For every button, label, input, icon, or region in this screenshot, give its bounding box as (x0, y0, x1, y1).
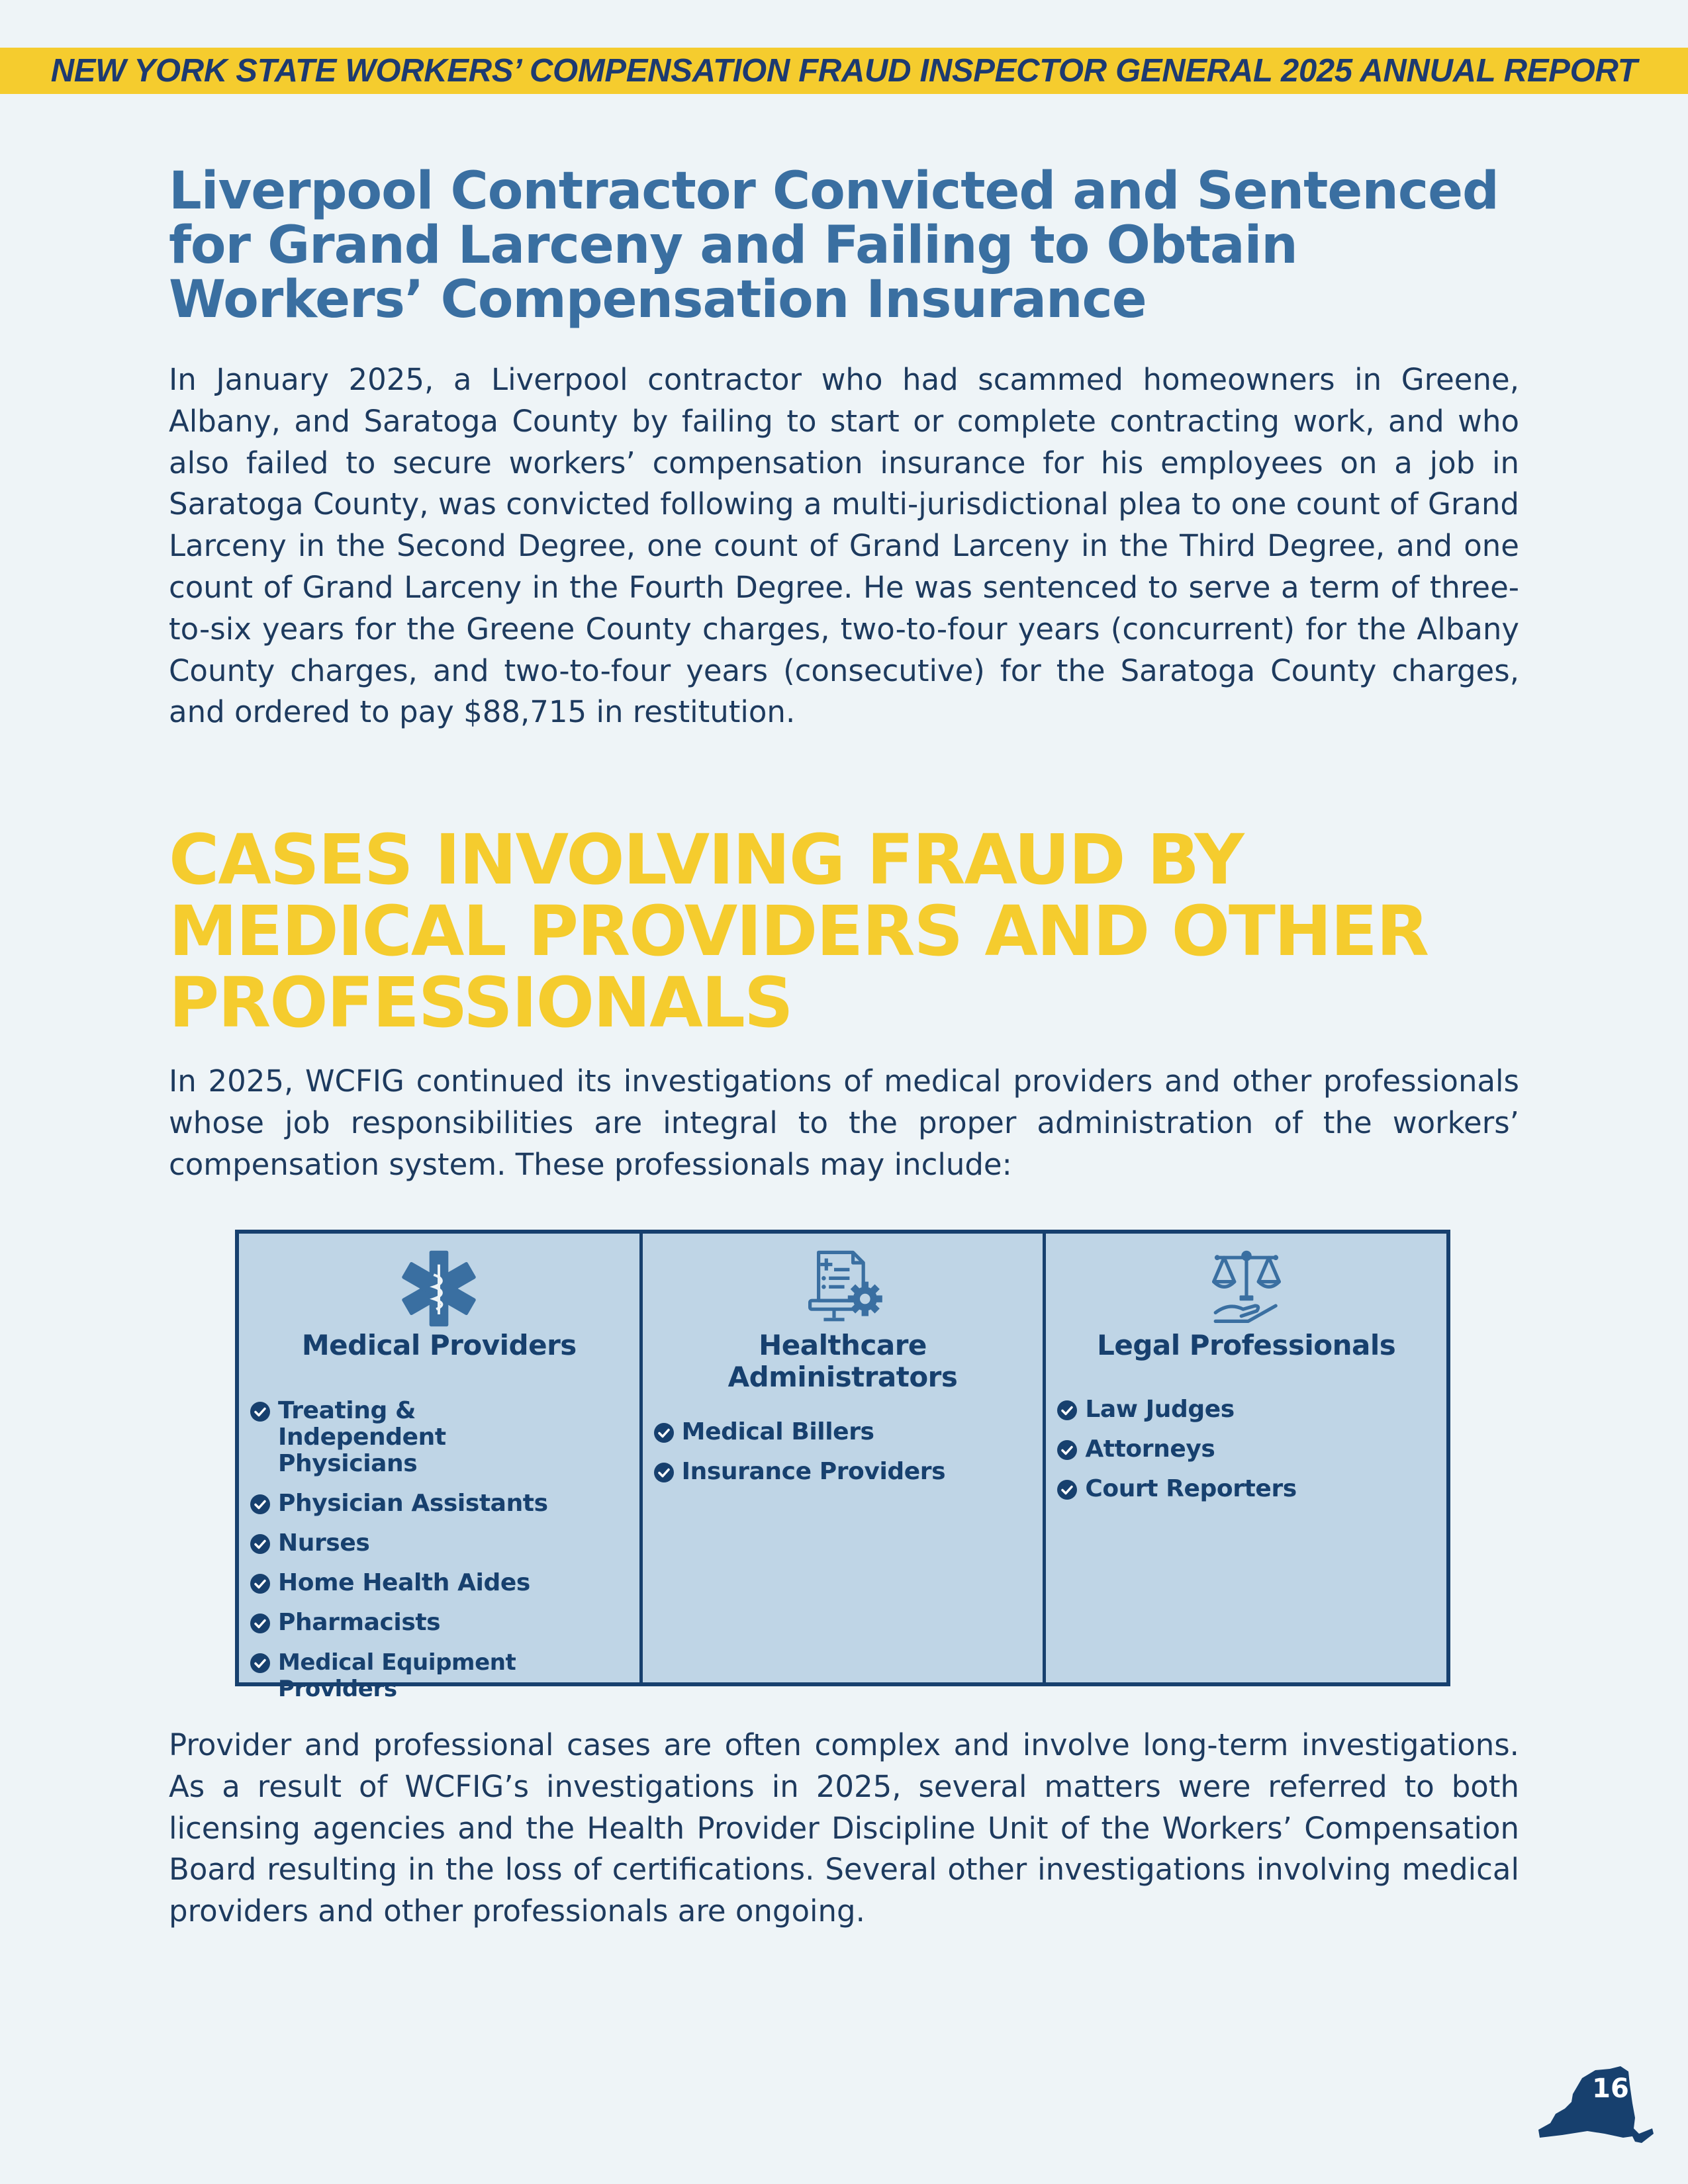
list-item-label: Pharmacists (278, 1609, 441, 1636)
check-circle-icon (1056, 1439, 1078, 1461)
section-title: CASES INVOLVING FRAUD BY MEDICAL PROVIDERS AND OTHER PROFESSIONALS (169, 819, 1429, 1043)
category-title: Medical Providers (301, 1329, 577, 1361)
check-circle-icon (250, 1533, 271, 1555)
check-circle-icon (250, 1653, 271, 1674)
medical-billing-icon (800, 1246, 886, 1332)
list-item-label: Law Judges (1085, 1396, 1235, 1423)
check-circle-icon (250, 1573, 271, 1594)
report-banner (0, 48, 1688, 94)
check-circle-icon (250, 1401, 271, 1422)
category-items (1056, 1396, 1442, 1516)
category-title: Healthcare Administrators (727, 1329, 958, 1393)
list-item-label: Physician Assistants (278, 1490, 548, 1517)
scales-of-justice-icon (1203, 1246, 1289, 1332)
section-intro: In 2025, WCFIG continued its investigations of medical providers and other professionals whose job responsibilities are integral to the proper administration of the workers’ compensation system. These professionals may include: (169, 1064, 1519, 1182)
list-item-label: Court Reporters (1085, 1475, 1297, 1502)
list-item-label: Medical Billers (681, 1418, 874, 1445)
list-item-label: Attorneys (1085, 1435, 1215, 1463)
check-circle-icon (653, 1462, 675, 1483)
check-circle-icon (1056, 1400, 1078, 1421)
list-item (653, 1459, 1039, 1485)
category-medical-providers (239, 1234, 639, 1702)
check-circle-icon (250, 1613, 271, 1634)
list-item-label: Treating & Independent Physicians (278, 1397, 446, 1477)
article-body: In January 2025, a Liverpool contractor who had scammed homeowners in Greene, Albany, and Saratoga County by failing to start or complete contracting work, and who also failed to secure workers’ compensation insurance for his employees on a job in Saratoga County, was convicted following a multi-jurisdictional plea to one count of Grand Larceny in the Second Degree, one count of Grand Larceny in the Third Degree, and one count of Grand Larceny in the Fourth Degree. He was sentenced to serve a term of three-to-six years for the Greene County charges, two-to-four years (concurrent) for the Albany County charges, and two-to-four years (consecutive) for the Saratoga County charges, and ordered to pay $88,715 in restitution. (169, 362, 1519, 730)
list-item (653, 1419, 1039, 1445)
list-item (1056, 1436, 1442, 1463)
list-item-label: Medical Equipment Providers (278, 1649, 516, 1702)
check-circle-icon (653, 1422, 675, 1443)
list-item (250, 1398, 635, 1477)
category-items (653, 1419, 1039, 1498)
list-item (250, 1570, 635, 1596)
check-circle-icon (1056, 1479, 1078, 1500)
category-items (250, 1398, 635, 1715)
list-item (1056, 1396, 1442, 1423)
section-closing: Provider and professional cases are often complex and involve long-term investigations. As a result of WCFIG’s investigations in 2025, several matters were referred to both licensing agencies and the Health Provider Discipline Unit of the Workers’ Compensation Board resulting in the loss of certifications. Several other investigations involving medical providers and other professionals are ongoing. (169, 1727, 1519, 1929)
list-item-label: Insurance Providers (681, 1458, 946, 1485)
category-legal-professionals (1043, 1234, 1446, 1682)
list-item (250, 1649, 635, 1702)
article-title: Liverpool Contractor Convicted and Sentenced for Grand Larceny and Failing to Obtain Workers’ Compensation Insurance (169, 161, 1499, 330)
professionals-table (235, 1230, 1450, 1702)
page-number: 16 (1592, 2073, 1629, 2104)
list-item (250, 1610, 635, 1636)
star-of-life-icon (396, 1246, 482, 1332)
category-healthcare-administrators (639, 1234, 1043, 1682)
list-item (1056, 1476, 1442, 1502)
list-item-label: Nurses (278, 1529, 370, 1557)
list-item-label: Home Health Aides (278, 1569, 530, 1596)
check-circle-icon (250, 1494, 271, 1515)
list-item (250, 1530, 635, 1557)
list-item (250, 1490, 635, 1517)
banner-text: NEW YORK STATE WORKERS’ COMPENSATION FRAUD INSPECTOR GENERAL 2025 ANNUAL REPORT (50, 53, 1638, 89)
category-title: Legal Professionals (1097, 1329, 1396, 1361)
